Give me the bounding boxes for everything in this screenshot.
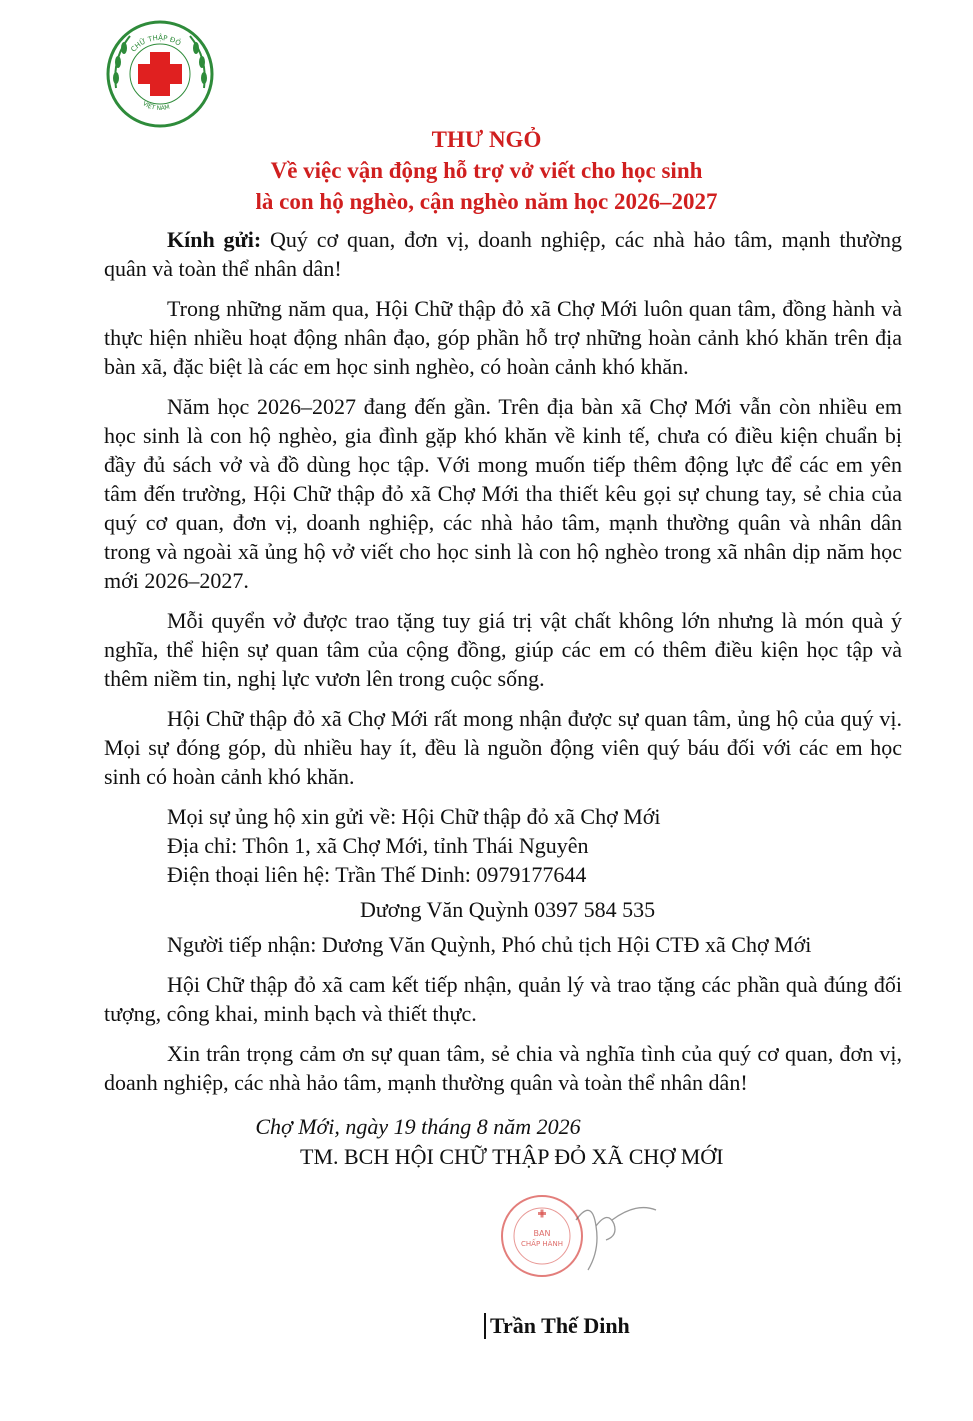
paragraph-5: Hội Chữ thập đỏ xã cam kết tiếp nhận, quản lý và trao tặng các phần quà đúng đối tượng, công khai, minh bạch và thiết thực.: [104, 972, 902, 1026]
red-cross-logo: [104, 18, 216, 130]
stamp-text-2: CHẤP HÀNH: [521, 1240, 563, 1248]
heading-subtitle-1: Về việc vận động hỗ trợ vở viết cho học sinh: [270, 158, 703, 183]
letter-body: [104, 225, 902, 1097]
heading-subtitle-2: là con hộ nghèo, cận nghèo năm học 2026–2027: [255, 189, 718, 214]
cross-horizontal: [138, 64, 182, 84]
logo-bottom-text: VIỆT NAM: [141, 100, 171, 113]
contact-block: [104, 802, 902, 959]
contact-address: Địa chỉ: Thôn 1, xã Chợ Mới, tỉnh Thái Nguyên: [167, 833, 589, 858]
greeting-label: Kính gửi:: [167, 227, 262, 252]
logo-top-text: CHỮ THẬP ĐỎ: [129, 33, 183, 54]
signature-organization: TM. BCH HỘI CHỮ THẬP ĐỎ XÃ CHỢ MỚI: [300, 1144, 724, 1169]
handwritten-signature: [576, 1208, 656, 1270]
contact-phone: Điện thoại liên hệ: Trần Thế Dinh: 0979177644: [167, 862, 587, 887]
contact-send-to: Mọi sự ủng hộ xin gửi về: Hội Chữ thập đỏ xã Chợ Mới: [167, 804, 661, 829]
signature-date: Chợ Mới, ngày 19 tháng 8 năm 2026: [255, 1114, 581, 1139]
official-stamp: [496, 1180, 676, 1290]
stamp-text-1: BAN: [533, 1229, 551, 1238]
paragraph-3: Mỗi quyển vở được trao tặng tuy giá trị vật chất không lớn nhưng là món quà ý nghĩa, thể hiện sự quan tâm của cộng đồng, giúp các em có thêm điều kiện học tập và thêm niềm tin, nghị lực vươn lên trong cuộc sống.: [104, 608, 902, 691]
paragraph-2: Năm học 2026–2027 đang đến gần. Trên địa bàn xã Chợ Mới vẫn còn nhiều em học sinh là con hộ nghèo, gia đình gặp khó khăn về kinh tế, chưa có điều kiện chuẩn bị đầy đủ sách vở và đồ dùng học tập. Với mong muốn tiếp thêm động lực để các em yên tâm đến trường, Hội Chữ thập đỏ xã Chợ Mới tha thiết kêu gọi sự chung tay, sẻ chia của quý cơ quan, đơn vị, doanh nghiệp, các nhà hảo tâm, mạnh thường quân và nhân dân trong và ngoài xã ủng hộ vở viết cho học sinh là con hộ nghèo trong xã nhân dịp năm học mới 2026–2027.: [104, 394, 902, 593]
heading-title: THƯ NGỎ: [431, 127, 542, 152]
paragraph-4: Hội Chữ thập đỏ xã Chợ Mới rất mong nhận được sự quan tâm, ủng hộ của quý vị. Mọi sự đóng góp, dù nhiều hay ít, đều là nguồn động viên quý báu đối với các em học sinh có hoàn cảnh khó khăn.: [104, 706, 902, 789]
greeting-text: Quý cơ quan, đơn vị, doanh nghiệp, các nhà hảo tâm, mạnh thường quân và toàn thể nhân dân!: [104, 227, 902, 281]
contact-receiver: Người tiếp nhận: Dương Văn Quỳnh, Phó chủ tịch Hội CTĐ xã Chợ Mới: [167, 932, 812, 957]
letter-heading: [0, 124, 973, 217]
signer-name: Trần Thế Dinh: [484, 1313, 630, 1339]
greeting: [104, 225, 902, 283]
paragraph-1: Trong những năm qua, Hội Chữ thập đỏ xã Chợ Mới luôn quan tâm, đồng hành và thực hiện nhiều hoạt động nhân đạo, góp phần hỗ trợ những hoàn cảnh khó khăn trên địa bàn xã, đặc biệt là các em học sinh nghèo, có hoàn cảnh khó khăn.: [104, 296, 902, 379]
paragraph-6: Xin trân trọng cảm ơn sự quan tâm, sẻ chia và nghĩa tình của quý cơ quan, đơn vị, doanh nghiệp, các nhà hảo tâm, mạnh thường quân và toàn thể nhân dân!: [104, 1041, 902, 1095]
contact-phone-2: Dương Văn Quỳnh 0397 584 535: [360, 897, 656, 922]
